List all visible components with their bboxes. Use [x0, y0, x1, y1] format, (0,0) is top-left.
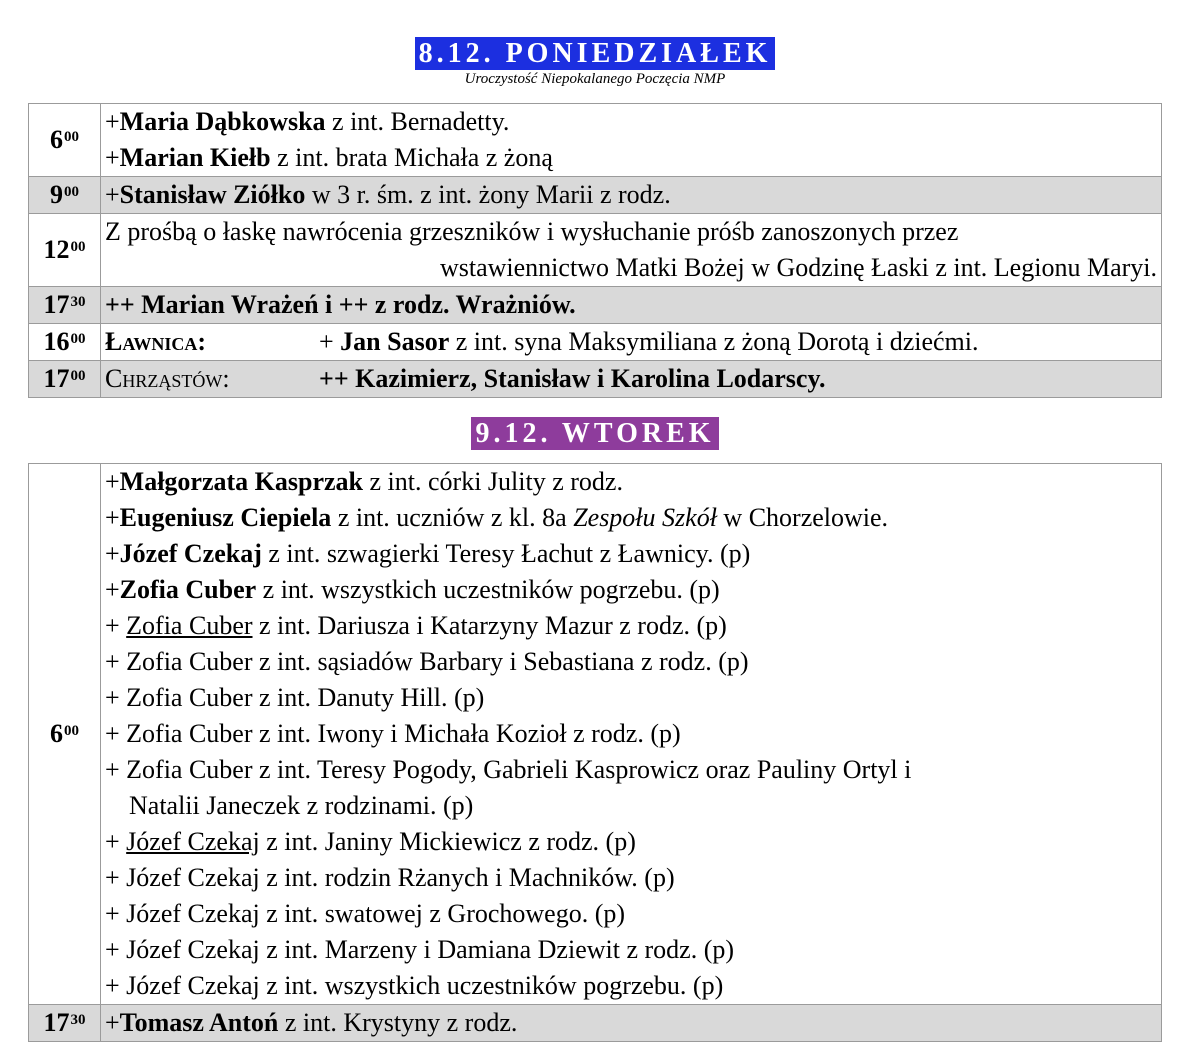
mass-time: $6^{00}$ — [29, 464, 101, 1005]
day2-header — [0, 417, 1190, 450]
intention-line: Ławnica: + Jan Sasor z int. syna Maksymiliana z żoną Dorotą i dziećmi. — [105, 324, 1161, 360]
intention-line: + Józef Czekaj z int. Janiny Mickiewicz z rodz. (p) — [105, 827, 636, 856]
intentions-cell — [101, 177, 1162, 214]
intention-line: +Zofia Cuber z int. wszystkich uczestników pogrzebu. (p) — [105, 575, 720, 604]
mass-time: $6^{00}$ — [29, 104, 101, 177]
mass-time: $17^{30}$ — [29, 1005, 101, 1042]
intention-line: + Józef Czekaj z int. rodzin Rżanych i Machników. (p) — [105, 863, 675, 892]
mass-time: $12^{00}$ — [29, 214, 101, 287]
intentions-cell — [101, 1005, 1162, 1042]
table-row — [29, 177, 1162, 214]
intentions-cell — [101, 361, 1162, 398]
intention-line: + Józef Czekaj z int. Marzeny i Damiana Dziewit z rodz. (p) — [105, 935, 735, 964]
intention-line: +Marian Kiełb z int. brata Michała z żoną — [105, 143, 553, 172]
intention-line: wstawiennictwo Matki Bożej w Godzinę Łaski z int. Legionu Maryi. — [439, 253, 1157, 282]
table-row — [29, 287, 1162, 324]
day1-subtitle: Uroczystość Niepokalanego Poczęcia NMP — [464, 71, 726, 87]
intention-line: + Zofia Cuber z int. Teresy Pogody, Gabrieli Kasprowicz oraz Pauliny Ortyl i — [105, 755, 912, 784]
intention-line: +Maria Dąbkowska z int. Bernadetty. — [105, 107, 510, 136]
mass-time: $17^{00}$ — [29, 361, 101, 398]
intention-line: + Józef Czekaj z int. wszystkich uczestników pogrzebu. (p) — [105, 971, 724, 1000]
intention-line: + Józef Czekaj z int. swatowej z Grochowego. (p) — [105, 899, 626, 928]
table-row — [29, 104, 1162, 177]
intention-line: +Tomasz Antoń z int. Krystyny z rodz. — [105, 1008, 518, 1037]
intentions-cell — [101, 214, 1162, 287]
intentions-cell — [101, 104, 1162, 177]
day1-schedule-table — [28, 103, 1162, 398]
intention-line: +Eugeniusz Ciepiela z int. uczniów z kl. 8a Zespołu Szkół w Chorzelowie. — [105, 503, 889, 532]
intention-line: +Stanisław Ziółko w 3 r. śm. z int. żony Marii z rodz. — [105, 180, 671, 209]
place-label: Chrząstów: — [105, 364, 230, 393]
day1-title: 8.12. PONIEDZIAŁEK — [415, 37, 776, 70]
intention-line: + Zofia Cuber z int. Dariusza i Katarzyny Mazur z rodz. (p) — [105, 611, 727, 640]
intention-line: Chrząstów: ++ Kazimierz, Stanisław i Karolina Lodarscy. — [105, 361, 1161, 397]
intentions-cell — [101, 324, 1162, 361]
intention-line: Z prośbą o łaskę nawrócenia grzeszników i wysłuchanie próśb zanoszonych przez — [105, 217, 959, 246]
intention-line: +Małgorzata Kasprzak z int. córki Julity z rodz. — [105, 467, 623, 496]
table-row — [29, 1005, 1162, 1042]
table-row — [29, 214, 1162, 287]
intentions-cell — [101, 287, 1162, 324]
place-label: Ławnica: — [105, 327, 207, 356]
mass-time: $16^{00}$ — [29, 324, 101, 361]
day1-header — [0, 37, 1190, 88]
intention-line: ++ Marian Wrażeń i ++ z rodz. Wrażniów. — [105, 290, 576, 319]
intention-line: +Józef Czekaj z int. szwagierki Teresy Łachut z Ławnicy. (p) — [105, 539, 751, 568]
table-row — [29, 361, 1162, 398]
table-row — [29, 464, 1162, 1005]
intention-line: + Zofia Cuber z int. Danuty Hill. (p) — [105, 683, 485, 712]
mass-time: $17^{30}$ — [29, 287, 101, 324]
intention-line: Natalii Janeczek z rodzinami. (p) — [129, 791, 474, 820]
day2-title: 9.12. WTOREK — [471, 417, 718, 450]
intentions-cell — [101, 464, 1162, 1005]
intention-line: + Zofia Cuber z int. sąsiadów Barbary i Sebastiana z rodz. (p) — [105, 647, 749, 676]
table-row — [29, 324, 1162, 361]
intention-line: + Zofia Cuber z int. Iwony i Michała Kozioł z rodz. (p) — [105, 719, 681, 748]
mass-time: $9^{00}$ — [29, 177, 101, 214]
day2-schedule-table — [28, 463, 1162, 1042]
